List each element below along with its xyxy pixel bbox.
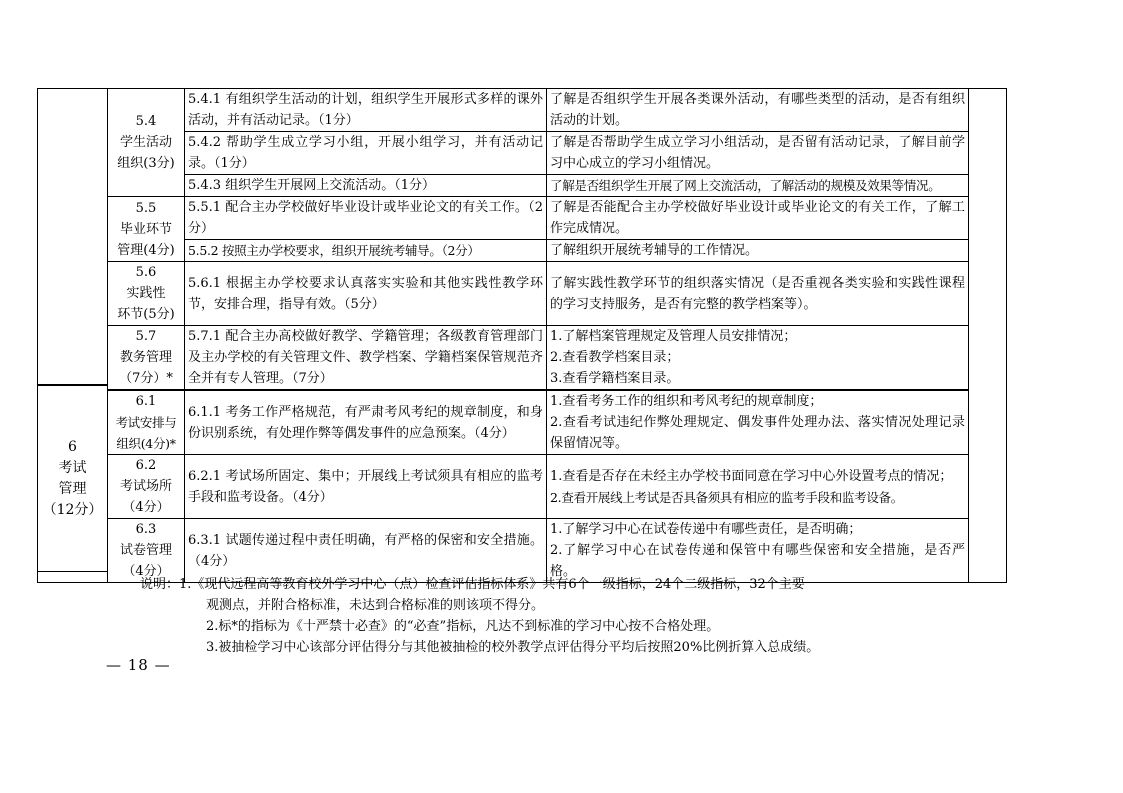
- table-row: [38, 197, 1007, 240]
- level2-name: 环节(5分): [117, 307, 175, 322]
- level2-name: 试卷管理: [119, 543, 172, 558]
- table-row: [38, 455, 1007, 519]
- level2-cell-6-1: [108, 390, 185, 455]
- inspection-method: 了解是否帮助学生成立学习小组活动，是否留有活动记录，了解目前学习中心成立的学习小组情况。: [547, 132, 969, 175]
- level2-number: 5.6: [135, 265, 157, 280]
- level2-cell-5-6: [108, 262, 185, 326]
- note-1: 说明：1.《现代远程高等教育校外学习中心（点）检查评估指标体系》共有6个一级指标，24个二级指标，32个主要: [140, 577, 805, 592]
- level2-cell-5-4: [108, 89, 185, 197]
- level2-number: 6.1: [135, 394, 157, 409]
- level2-name: 考试安排与: [115, 415, 177, 430]
- level2-number: 5.4: [135, 114, 157, 129]
- level2-cell-5-5: [108, 197, 185, 262]
- level1-number: 6: [68, 438, 77, 455]
- inspection-method: 1.查看考务工作的组织和考风考纪的规章制度； 2.查看考试违纪作弊处理规定、偶发事件处理办法、落实情况处理记录保留情况等。: [547, 390, 969, 455]
- level2-name: 实践性: [126, 286, 166, 301]
- inspection-method: 了解是否能配合主办学校做好毕业设计或毕业论文的有关工作，了解工作完成情况。: [547, 197, 969, 240]
- level1-name: 考试: [58, 459, 87, 476]
- observation-point: 5.4.3 组织学生开展网上交流活动。（1分）: [185, 175, 547, 197]
- table-row: [38, 326, 1007, 391]
- level2-number: 5.7: [135, 329, 157, 344]
- inspection-method: 了解是否组织学生开展了网上交流活动，了解活动的规模及效果等情况。: [547, 175, 969, 197]
- observation-point: 6.2.1 考试场所固定、集中；开展线上考试须具有相应的监考手段和监考设备。（4分）: [185, 455, 547, 519]
- evaluation-table: [37, 88, 1007, 583]
- observation-point: 5.5.1 配合主办学校做好毕业设计或毕业论文的有关工作。（2分）: [185, 197, 547, 240]
- note-1-continued: 观测点，并附合格标准，未达到合格标准的则该项不得分。: [206, 598, 545, 613]
- level2-cell-6-3: [108, 519, 185, 583]
- level2-name: 组织(3分): [117, 156, 175, 171]
- level2-name: 组织(4分)*: [116, 436, 176, 451]
- inspection-method: 1.了解学习中心在试卷传递中有哪些责任，是否明确； 2.了解学习中心在试卷传递和保管中有哪些保密和安全措施，是否严格。: [547, 519, 969, 583]
- table-row: [38, 89, 1007, 132]
- level2-name: （4分）: [122, 500, 170, 515]
- observation-point: 5.7.1 配合主办高校做好教学、学籍管理；各级教育管理部门及主办学校的有关管理文件、教学档案、学籍档案保管规范齐全并有专人管理。（7分）: [185, 326, 547, 391]
- level2-name: 考试场所: [119, 479, 172, 494]
- remarks-cell: [969, 89, 1007, 583]
- observation-point: 5.4.2 帮助学生成立学习小组，开展小组学习，并有活动记录。（1分）: [185, 132, 547, 175]
- level1-name: （12分）: [42, 501, 103, 518]
- observation-point: 6.1.1 考务工作严格规范，有严肃考风考纪的规章制度，和身份识别系统，有处理作弊等偶发事件的应急预案。（4分）: [185, 390, 547, 455]
- note-2: 2.标*的指标为《十严禁十必查》的“必查”指标，凡达不到标准的学习中心按不合格处理。: [206, 619, 720, 634]
- level2-number: 5.5: [135, 200, 157, 216]
- level2-name: 毕业环节: [119, 221, 172, 237]
- level2-name: （7分）*: [119, 371, 173, 386]
- page-number: — 18 —: [106, 656, 171, 674]
- level2-number: 6.3: [135, 522, 157, 537]
- level2-name: 管理(4分): [117, 242, 175, 258]
- observation-point: 5.4.1 有组织学生活动的计划，组织学生开展形式多样的课外活动，并有活动记录。（1分）: [185, 89, 547, 132]
- level1-cell-6: [37, 384, 107, 572]
- level2-number: 6.2: [135, 458, 157, 473]
- inspection-method: 了解组织开展统考辅导的工作情况。: [547, 240, 969, 262]
- inspection-method: 了解实践性教学环节的组织落实情况（是否重视各类实验和实践性课程的学习支持服务，是否有完整的教学档案等）。: [547, 262, 969, 326]
- level2-cell-6-2: [108, 455, 185, 519]
- table-row: [38, 519, 1007, 583]
- inspection-method: 1.查看是否存在未经主办学校书面同意在学习中心外设置考点的情况； 2.查看开展线上考试是否具备须具有相应的监考手段和监考设备。: [547, 455, 969, 519]
- table-row: [38, 390, 1007, 455]
- level1-name: 管理: [58, 480, 87, 497]
- inspection-method: 1.了解档案管理规定及管理人员安排情况； 2.查看教学档案目录； 3.查看学籍档案目录。: [547, 326, 969, 391]
- level2-cell-5-7: [108, 326, 185, 391]
- observation-point: 5.6.1 根据主办学校要求认真落实实验和其他实践性教学环节，安排合理，指导有效。（5分）: [185, 262, 547, 326]
- level2-name: （4分）: [122, 564, 170, 579]
- notes-section: [140, 574, 980, 658]
- table-row: [38, 262, 1007, 326]
- note-3: 3.被抽检学习中心该部分评估得分与其他被抽检的校外教学点评估得分平均后按照20%比例折算入总成绩。: [206, 640, 820, 655]
- level2-name: 教务管理: [119, 350, 172, 365]
- inspection-method: 了解是否组织学生开展各类课外活动，有哪些类型的活动，是否有组织活动的计划。: [547, 89, 969, 132]
- observation-point: 5.5.2 按照主办学校要求，组织开展统考辅导。（2分）: [185, 240, 547, 262]
- level2-name: 学生活动: [119, 135, 172, 150]
- observation-point: 6.3.1 试题传递过程中责任明确，有严格的保密和安全措施。（4分）: [185, 519, 547, 583]
